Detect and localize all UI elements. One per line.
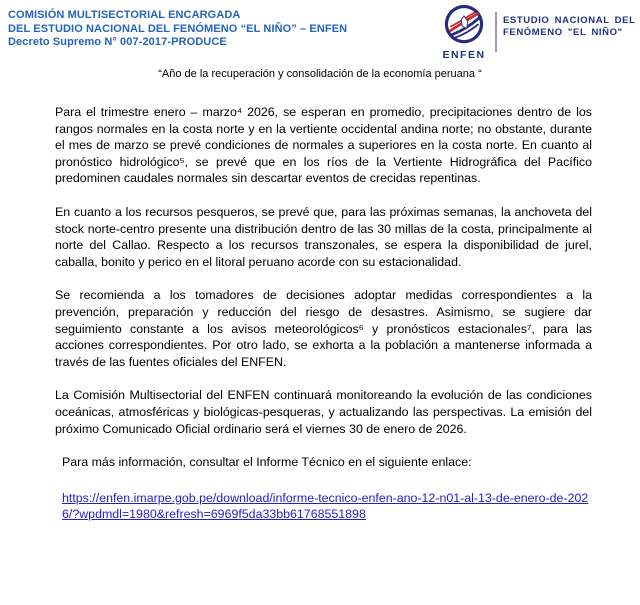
enfen-emblem-icon — [442, 33, 486, 50]
org-name-line2: DEL ESTUDIO NACIONAL DEL FENÓMENO “EL NIÑO” – ENFEN — [8, 22, 348, 35]
motto: “Año de la recuperación y consolidación de la economía peruana “ — [158, 68, 482, 80]
technical-report-link[interactable]: https://enfen.imarpe.gob.pe/download/informe-tecnico-enfen-ano-12-n01-al-13-de-enero-de-2026/?wpdmdl=1980&refresh=6969f5da33bb61768551898 — [62, 490, 589, 522]
paragraph-climate-forecast: Para el trimestre enero – marzo⁴ 2026, se esperan en promedio, precipitaciones dentro de los rangos normales en la costa norte y en la vertiente occidental andina norte; no obstante, durante el mes de marzo se prevé condiciones de normales a superiores en la costa norte. En cuanto al pronóstico hidrológico⁵, se prevé que en los ríos de la Vertiente Hidrográfica del Pacífico predominen caudales normales sin descartar eventos de crecidas repentinas. — [55, 105, 592, 186]
enfen-logo — [437, 4, 635, 61]
enfen-emblem — [437, 4, 491, 61]
paragraph-monitoring: La Comisión Multisectorial del ENFEN continuará monitoreando la evolución de las condiciones oceánicas, atmosféricas y biológicas-pesqueras, y actualizando las perspectivas. La emisión del próximo Comunicado Oficial ordinario será el viernes 30 de enero de 2026. — [55, 388, 592, 436]
enfen-logo-word: ENFEN — [442, 49, 486, 61]
info-line: Para más información, consultar el Informe Técnico en el siguiente enlace: — [62, 455, 472, 470]
logo-caption — [503, 15, 635, 39]
info-block — [62, 454, 592, 523]
org-decree-line: Decreto Supremo N° 007-2017-PRODUCE — [8, 36, 227, 48]
org-block — [8, 9, 347, 50]
logo-caption-line1: ESTUDIO NACIONAL DEL — [503, 15, 636, 26]
logo-separator — [495, 12, 497, 52]
document-body — [55, 104, 592, 523]
paragraph-recommendations: Se recomienda a los tomadores de decisiones adoptar medidas correspondientes a la prevención, preparación y reducción del riesgo de desastres. Asimismo, se sugiere dar seguimiento constante a los avisos meteorológicos⁶ y pronósticos estacionales⁷, para las acciones correspondientes. Por otro lado, se exhorta a la población a mantenerse informada a través de las fuentes oficiales del ENFEN. — [55, 288, 592, 369]
paragraph-fisheries: En cuanto a los recursos pesqueros, se prevé que, para las próximas semanas, la anchoveta del stock norte-centro presente una distribución dentro de las 30 millas de la costa, principalmente al norte del Callao. Respecto a los recursos transzonales, se espera la disponibilidad de jurel, caballa, bonito y perico en el litoral peruano acorde con su estacionalidad. — [55, 204, 592, 269]
logo-caption-line2: FENÓMENO "EL NIÑO" — [503, 27, 623, 38]
org-name-line1: COMISIÓN MULTISECTORIAL ENCARGADA — [8, 9, 241, 21]
